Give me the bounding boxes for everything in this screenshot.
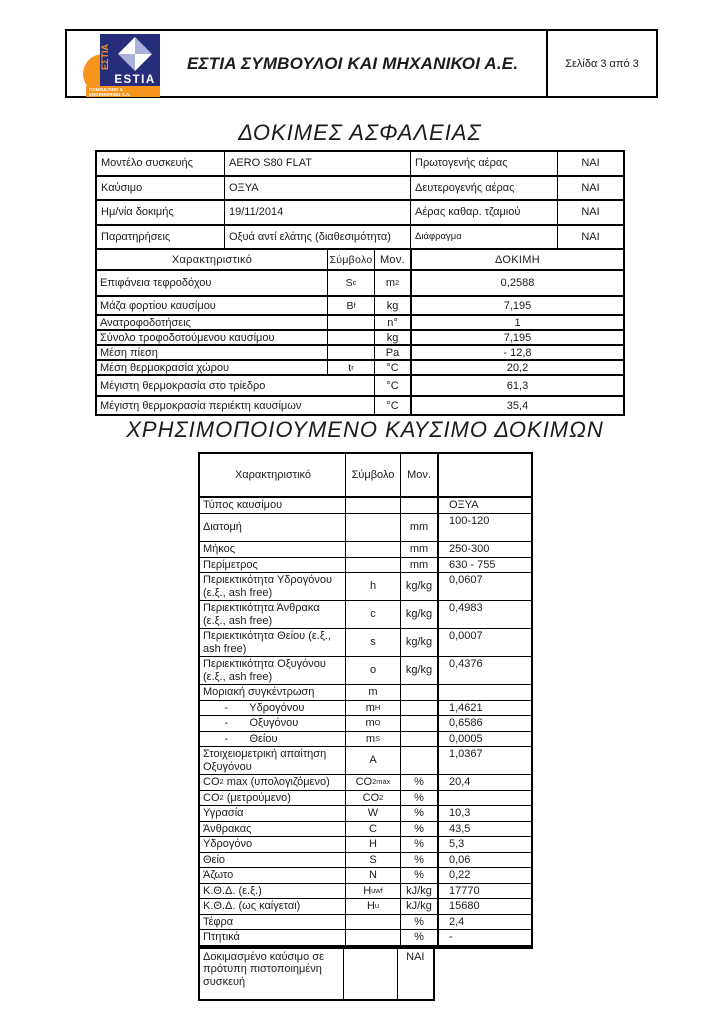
row-unit: kg/kg <box>400 601 437 628</box>
row-unit: n° <box>374 316 410 329</box>
info-label-2: Αέρας καθαρ. τζαμιού <box>410 201 557 224</box>
unit-header: Μον. <box>374 250 410 269</box>
row-unit <box>400 716 437 731</box>
fuel-row <box>200 806 531 822</box>
characteristic-header: Χαρακτηριστικό <box>234 468 312 481</box>
row-unit: °C <box>374 361 410 374</box>
safety-tests-title: ΔΟΚΙΜΕΣ ΑΣΦΑΛΕΙΑΣ <box>238 120 482 145</box>
info-label: Μοντέλο συσκευής <box>101 157 193 170</box>
row-value: 0,0007 <box>437 629 531 656</box>
test-header: ΔΟΚΙΜΗ <box>410 250 623 269</box>
row-unit: m 2 <box>374 271 410 295</box>
row-value: 1,4621 <box>437 701 531 716</box>
row-label: Τύπος καυσίμου <box>203 499 283 512</box>
fuel-row <box>200 732 531 748</box>
characteristic-header: Χαρακτηριστικό <box>171 253 253 266</box>
row-label: Περιεκτικότητα Υδρογόνου (ε.ξ., ash free) <box>203 574 336 599</box>
row-symbol <box>345 498 400 513</box>
fuel-row <box>200 930 531 947</box>
info-value: AERO S80 FLAT <box>224 152 410 175</box>
page-number: Σελίδα 3 από 3 <box>546 31 656 96</box>
row-value: 20,4 <box>437 775 531 790</box>
measure-row <box>97 316 623 331</box>
row-symbol <box>345 514 400 541</box>
row-symbol <box>327 316 374 329</box>
row-value: 20,2 <box>410 361 623 374</box>
row-label: - Θείου <box>203 732 278 745</box>
estia-logo-icon <box>83 32 168 98</box>
fuel-row <box>200 716 531 732</box>
info-label-2: Πρωτογενής αέρας <box>410 152 557 175</box>
info-row <box>97 177 623 202</box>
fuel-row <box>200 822 531 838</box>
row-value: 7,195 <box>410 331 623 344</box>
row-unit: % <box>400 806 437 821</box>
row-label: - Υδρογόνου <box>203 701 305 714</box>
info-label: Καύσιμο <box>101 181 143 194</box>
row-symbol: o <box>345 657 400 684</box>
footer-answer: ΝΑΙ <box>397 949 433 999</box>
fuel-row <box>200 837 531 853</box>
info-label: Ημ/νία δοκιμής <box>101 206 174 219</box>
row-unit: kJ/kg <box>400 884 437 899</box>
row-value: 0,0607 <box>437 573 531 600</box>
measure-table-header <box>97 250 623 271</box>
row-label: CO 2 (μετρούμενο) <box>203 791 291 804</box>
fuel-footer-row <box>198 949 435 1001</box>
row-unit: % <box>400 837 437 852</box>
logo-tagline-2: ENGINEERING S.A. <box>89 92 131 97</box>
row-unit <box>400 732 437 747</box>
row-symbol <box>345 930 400 945</box>
row-symbol: A <box>345 747 400 774</box>
row-symbol: S c <box>327 271 374 295</box>
row-symbol: s <box>345 629 400 656</box>
row-label: Άνθρακας <box>203 822 252 835</box>
row-label: Μάζα φορτίου καυσίμου <box>100 299 216 312</box>
row-label: Περιεκτικότητα Οξυγόνου (ε.ξ., ash free) <box>203 658 329 683</box>
symbol-header: Σύμβολο <box>327 250 374 269</box>
fuel-table-main <box>198 452 533 949</box>
measure-row <box>97 376 623 397</box>
row-unit: Pa <box>374 346 410 359</box>
row-value <box>437 685 531 700</box>
row-label: Πτητικά <box>203 931 240 943</box>
row-symbol: m H <box>345 701 400 716</box>
row-value: 1 <box>410 316 623 329</box>
row-value: 0,06 <box>437 853 531 868</box>
row-label: CO 2 max (υπολογιζόμενο) <box>203 776 330 788</box>
info-row <box>97 152 623 177</box>
fuel-row <box>200 558 531 574</box>
fuel-table-header <box>200 454 531 498</box>
fuel-row <box>200 775 531 791</box>
row-value: 7,195 <box>410 297 623 314</box>
row-symbol: S <box>345 853 400 868</box>
row-unit <box>400 747 437 774</box>
info-value-2: ΝΑΙ <box>557 201 623 224</box>
fuel-row <box>200 868 531 884</box>
row-symbol: c <box>345 601 400 628</box>
measure-row <box>97 297 623 316</box>
info-value-2: ΝΑΙ <box>557 177 623 200</box>
row-value: 10,3 <box>437 806 531 821</box>
logo-tagline-1: CONSULTING & <box>89 87 123 92</box>
fuel-row <box>200 601 531 629</box>
row-value: 2,4 <box>437 915 531 930</box>
row-value: 0,22 <box>437 868 531 883</box>
row-label: Υδρογόνο <box>203 838 253 850</box>
row-unit: mm <box>400 558 437 573</box>
row-unit: kg/kg <box>400 657 437 684</box>
safety-info-rows <box>97 152 623 250</box>
row-label: Διατομή <box>203 521 242 534</box>
test-fuel-table <box>198 452 533 1001</box>
footer-symbol-blank <box>343 949 397 999</box>
row-unit: °C <box>374 397 410 414</box>
row-symbol: H <box>345 837 400 852</box>
fuel-row <box>200 657 531 685</box>
row-unit: °C <box>374 376 410 395</box>
row-unit: kg/kg <box>400 573 437 600</box>
row-value: 100-120 <box>437 514 531 541</box>
row-value: 0,4376 <box>437 657 531 684</box>
symbol-header: Σύμβολο <box>345 454 400 496</box>
fuel-row <box>200 629 531 657</box>
logo-name-text: ESTIA <box>114 74 156 86</box>
row-value: ΟΞΥΑ <box>437 498 531 513</box>
row-value: - <box>437 930 531 945</box>
row-symbol <box>345 542 400 557</box>
row-label: Μέγιστη θερμοκρασία περιέκτη καυσίμων <box>100 399 302 412</box>
info-label-2: Δευτερογενής αέρας <box>410 177 557 200</box>
row-symbol: m O <box>345 716 400 731</box>
info-label: Παρατηρήσεις <box>101 230 171 243</box>
header-left <box>67 31 546 96</box>
row-symbol: H uwf <box>345 884 400 899</box>
row-label: Περιεκτικότητα Άνθρακα (ε.ξ., ash free) <box>203 602 323 627</box>
fuel-row <box>200 701 531 717</box>
footer-label: Δοκιμασμένο καύσιμο σε πρότυπη πιστοποιημένη συσκευή <box>203 950 328 988</box>
page-header <box>65 29 658 98</box>
fuel-row <box>200 899 531 915</box>
row-label: Μέγιστη θερμοκρασία στο τρίεδρο <box>100 379 266 392</box>
row-unit: % <box>400 791 437 806</box>
row-symbol: N <box>345 868 400 883</box>
row-unit <box>400 701 437 716</box>
safety-tests-table <box>95 150 625 416</box>
fuel-row <box>200 685 531 701</box>
company-logo <box>83 32 168 98</box>
row-label: Σύνολο τροφοδοτούμενου καυσίμου <box>100 331 275 344</box>
row-value: 0,6586 <box>437 716 531 731</box>
row-label: - Οξυγόνου <box>203 717 299 729</box>
measure-row <box>97 361 623 376</box>
row-unit <box>400 498 437 513</box>
info-value: ΟΞΥΑ <box>224 177 410 200</box>
row-unit: % <box>400 853 437 868</box>
row-symbol: m S <box>345 732 400 747</box>
row-symbol: h <box>345 573 400 600</box>
row-unit: % <box>400 822 437 837</box>
logo-vertical-text: ΕΣΤΙΑ <box>100 44 110 70</box>
info-value-2: ΝΑΙ <box>557 226 623 249</box>
measure-row <box>97 346 623 361</box>
row-value <box>437 791 531 806</box>
info-value: Οξυά αντί ελάτης (διαθεσιμότητα) <box>224 226 410 249</box>
measure-row <box>97 271 623 297</box>
row-symbol: W <box>345 806 400 821</box>
measure-rows <box>97 271 623 414</box>
measure-row <box>97 397 623 414</box>
row-symbol: CO 2 <box>345 791 400 806</box>
info-row <box>97 201 623 226</box>
row-label: Τέφρα <box>203 915 234 928</box>
row-label: Περιεκτικότητα Θείου (ε.ξ., ash free) <box>203 630 334 655</box>
fuel-row <box>200 573 531 601</box>
row-value: 1,0367 <box>437 747 531 774</box>
info-value-2: ΝΑΙ <box>557 152 623 175</box>
row-label: Κ.Θ.Δ. (ε.ξ.) <box>203 884 262 897</box>
fuel-row <box>200 915 531 931</box>
row-label: Ανατροφοδοτήσεις <box>100 316 191 329</box>
row-symbol: CO 2max <box>345 775 400 790</box>
row-value: 5,3 <box>437 837 531 852</box>
row-symbol: m <box>345 685 400 700</box>
fuel-row <box>200 514 531 542</box>
info-value: 19/11/2014 <box>224 201 410 224</box>
row-label: Κ.Θ.Δ. (ως καίγεται) <box>203 900 301 912</box>
row-unit: % <box>400 775 437 790</box>
fuel-row <box>200 498 531 514</box>
row-unit: mm <box>400 542 437 557</box>
row-unit <box>400 685 437 700</box>
row-symbol <box>345 915 400 930</box>
row-value: 15680 <box>437 899 531 914</box>
row-value: - 12,8 <box>410 346 623 359</box>
row-value: 0,0005 <box>437 732 531 747</box>
info-label-2: Διάφραγμα <box>410 226 557 249</box>
row-symbol: t r <box>327 361 374 374</box>
company-name: ΕΣΤΙΑ ΣΥΜΒΟΥΛΟΙ ΚΑΙ ΜΗΧΑΝΙΚΟΙ Α.Ε. <box>187 53 519 73</box>
measure-row <box>97 331 623 346</box>
row-value: 35,4 <box>410 397 623 414</box>
row-value: 43,5 <box>437 822 531 837</box>
row-label: Μέση πίεση <box>100 346 158 359</box>
fuel-row <box>200 791 531 807</box>
row-label: Θείο <box>203 853 226 866</box>
row-unit: % <box>400 930 437 945</box>
row-unit: kJ/kg <box>400 899 437 914</box>
row-unit: % <box>400 868 437 883</box>
row-symbol <box>345 558 400 573</box>
row-unit: kg <box>374 331 410 344</box>
row-symbol: H u <box>345 899 400 914</box>
value-header-blank <box>437 454 531 496</box>
row-label: Επιφάνεια τεφροδόχου <box>100 277 212 289</box>
fuel-row <box>200 542 531 558</box>
row-symbol: B f <box>327 297 374 314</box>
fuel-row <box>200 884 531 900</box>
row-value: 17770 <box>437 884 531 899</box>
row-unit: kg <box>374 297 410 314</box>
row-unit: mm <box>400 514 437 541</box>
row-value: 0,4983 <box>437 601 531 628</box>
row-symbol <box>327 331 374 344</box>
fuel-row <box>200 853 531 869</box>
row-label: Μέση θερμοκρασία χώρου <box>100 361 229 374</box>
row-value: 61,3 <box>410 376 623 395</box>
fuel-row <box>200 747 531 775</box>
row-value: 250-300 <box>437 542 531 557</box>
row-symbol: C <box>345 822 400 837</box>
unit-header: Μον. <box>400 454 437 496</box>
row-label: Υγρασία <box>203 807 244 819</box>
info-row <box>97 226 623 251</box>
test-fuel-title: ΧΡΗΣΙΜΟΠΟΙΟΥΜΕΝΟ ΚΑΥΣΙΜΟ ΔΟΚΙΜΩΝ <box>126 417 604 442</box>
row-value: 630 - 755 <box>437 558 531 573</box>
row-value: 0,2588 <box>410 271 623 295</box>
fuel-rows <box>200 498 531 947</box>
row-label: Στοιχειομετρική απαίτηση Οξυγόνου <box>203 748 330 773</box>
row-unit: kg/kg <box>400 629 437 656</box>
row-label: Περίμετρος <box>203 558 258 571</box>
row-symbol <box>327 346 374 359</box>
row-label: Μήκος <box>203 543 236 555</box>
row-label: Άζωτο <box>203 869 234 881</box>
row-label: Μοριακή συγκέντρωση <box>203 686 315 698</box>
row-unit: % <box>400 915 437 930</box>
